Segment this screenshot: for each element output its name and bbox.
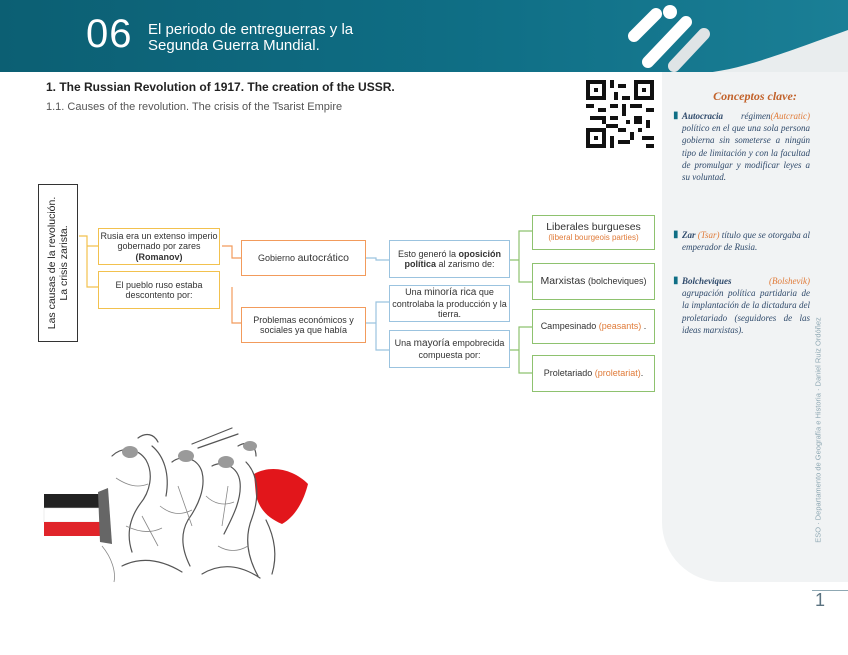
- concept-autocracia: [673, 110, 810, 183]
- majority-bold: mayoría: [413, 338, 450, 349]
- opposition-box: [389, 240, 510, 278]
- problems-text: Problemas económicos y sociales ya que había: [253, 314, 354, 335]
- concept-english: (Tsar): [697, 230, 720, 240]
- poor-majority-box: [389, 330, 510, 368]
- majority-suffix: empobrecida compuesta por:: [418, 338, 505, 360]
- peasants-english: (peasants): [598, 321, 642, 332]
- gov-bold: autocrático: [297, 251, 349, 264]
- proletariat-box: Proletariado (proletariat).: [532, 355, 655, 392]
- credit-text: ESO · Departamento de Geografía e Historia · Daniel Ruiz Ordóñez: [813, 317, 823, 543]
- minority-bold: minoría rica: [424, 287, 477, 299]
- concept-term: Autocracia: [682, 111, 724, 121]
- concepts-title: Conceptos clave:: [713, 89, 797, 103]
- majority-prefix: Una: [394, 338, 412, 348]
- concept-term: Bolcheviques: [682, 276, 732, 286]
- marxists-box: [532, 263, 655, 300]
- revolution-illustration: [42, 426, 344, 586]
- autocratic-gov-box: [241, 240, 366, 276]
- vertical-credit: [806, 280, 830, 580]
- minority-prefix: Una: [405, 287, 422, 298]
- proletariat-label: Proletariado: [543, 368, 593, 379]
- concept-english: (Autcratic): [770, 111, 810, 121]
- concept-bolcheviques: [673, 275, 810, 336]
- liberals-label: Liberales burgueses: [546, 221, 641, 233]
- qr-code-icon[interactable]: [586, 80, 654, 148]
- cause2-text: El pueblo ruso estaba descontento por:: [115, 279, 203, 300]
- minority-suffix: que controlaba la producción y la tierra.: [392, 287, 507, 320]
- marxists-sub: (bolcheviques): [587, 276, 647, 287]
- concept-definition: título que se otorgaba al emperador de Rusia.: [682, 230, 811, 253]
- proletariat-english: (proletariat): [594, 368, 641, 379]
- section-title: 1. The Russian Revolution of 1917. The creation of the USSR.: [46, 80, 395, 94]
- unit-title-line1: El periodo de entreguerras y la: [148, 21, 354, 38]
- concept-term: Zar: [682, 230, 696, 240]
- gov-prefix: Gobierno: [258, 252, 296, 263]
- main-label-line2: La crisis zarista.: [58, 225, 70, 301]
- main-label-line1: Las causas de la revolución.: [46, 196, 58, 330]
- opp-bold2: política: [404, 259, 436, 269]
- cause1-text: Rusia era un extenso imperio gobernado por zares: [100, 230, 218, 252]
- bullet-icon: ▮: [673, 275, 679, 286]
- red-flag-icon: [254, 469, 308, 524]
- section-subtitle: 1.1. Causes of the revolution. The crisis of the Tsarist Empire: [46, 101, 343, 113]
- problems-box: [241, 307, 366, 343]
- unit-title-line2: Segunda Guerra Mundial.: [148, 37, 320, 54]
- rich-minority-box: [389, 285, 510, 322]
- bullet-icon: ▮: [673, 110, 679, 121]
- liberals-box: [532, 215, 655, 250]
- concept-english: (Bolshevik): [769, 276, 810, 286]
- unit-number: 06: [86, 12, 133, 56]
- peasants-label: Campesinado: [540, 321, 597, 332]
- diagram-main-label: [38, 184, 78, 342]
- opp-bold1: oposición: [458, 248, 502, 259]
- concept-definition: régimen político en el que una sola persona gobierna sin someterse a ningún tipo de limitación y con la facultad de promulgar y modificar leyes a su voluntad.: [682, 111, 810, 183]
- imperial-flag-icon: [44, 488, 112, 544]
- cause1-bold: (Romanov): [135, 251, 183, 262]
- marxists-label: Marxistas: [540, 275, 586, 288]
- unit-title: [148, 22, 408, 54]
- opp-prefix: Esto generó la: [397, 248, 457, 259]
- concept-definition: agrupación política partidaria de la implantación de la dictadura del proletariado (seguidores de las ideas marxistas).: [682, 288, 810, 335]
- header-decoration-logo: [600, 0, 848, 80]
- liberals-english: (liberal bourgeois parties): [548, 232, 639, 242]
- page-number: 1: [815, 590, 826, 610]
- opp-suffix: al zarismo de:: [438, 259, 495, 269]
- concept-zar: [673, 229, 811, 253]
- bullet-icon: ▮: [673, 229, 679, 240]
- peasants-box: Campesinado (peasants) .: [532, 309, 655, 344]
- cause-empire-box: [98, 228, 220, 265]
- cause-discontent-box: [98, 271, 220, 309]
